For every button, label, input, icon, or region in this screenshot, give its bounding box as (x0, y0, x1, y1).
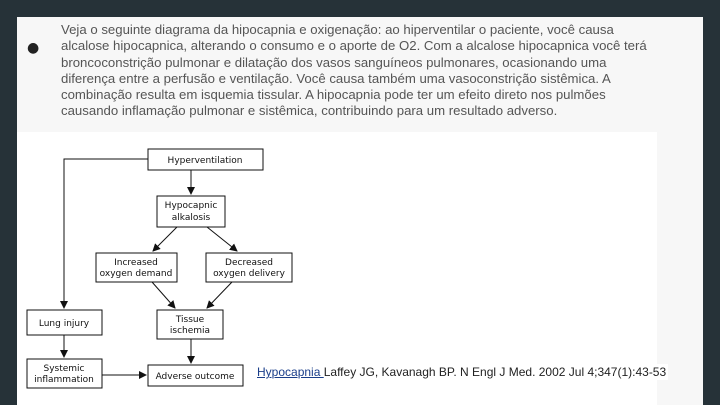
label-systemic: Systemic (43, 364, 85, 374)
label-oxygen-demand: oxygen demand (99, 269, 173, 279)
arrow-alkalosis-to-demand (153, 227, 177, 251)
label-alkalosis: alkalosis (171, 213, 211, 223)
label-tissue: Tissue (175, 315, 205, 325)
arrow-delivery-to-ischemia (207, 282, 232, 308)
label-ischemia: ischemia (169, 326, 211, 336)
arrow-demand-to-ischemia (152, 282, 175, 308)
bullet-text: Veja o seguinte diagrama da hipocapnia e oxigenação: ao hiperventilar o paciente, você causa alcalose hipocapnica, alterando o consumo e o aporte de O2. Com a alcalose hipocapnica você terá broncoconstrição pulmonar e dilatação dos vasos sanguíneos pulmonares, ocasionando uma diferença entre a perfusão e ventilação. Você causa também uma vasoconstrição sistêmica. A combinação resulta em isquemia tissular. A hipocapnia pode ter um efeito direto nos pulmões causando inflamação pulmonar e sistêmica, contribuindo para um resultado adverso. (61, 22, 647, 119)
line-hyper-to-lung (64, 159, 148, 308)
arrow-alkalosis-to-delivery (207, 227, 237, 251)
hypocapnia-link[interactable]: Hypocapnia (257, 365, 324, 379)
citation (255, 364, 668, 380)
label-lung-injury: Lung injury (38, 319, 90, 329)
bullet-icon: ● (27, 40, 40, 56)
label-increased: Increased (114, 258, 158, 268)
label-hypocapnic: Hypocapnic (164, 201, 218, 211)
label-oxygen-delivery: oxygen delivery (213, 269, 285, 279)
label-inflammation: inflammation (34, 375, 94, 385)
label-hyperventilation: Hyperventilation (167, 156, 243, 166)
label-adverse-outcome: Adverse outcome (155, 372, 235, 382)
label-decreased: Decreased (225, 258, 273, 268)
citation-text: Laffey JG, Kavanagh BP. N Engl J Med. 2002 Jul 4;347(1):43-53 (323, 365, 667, 379)
